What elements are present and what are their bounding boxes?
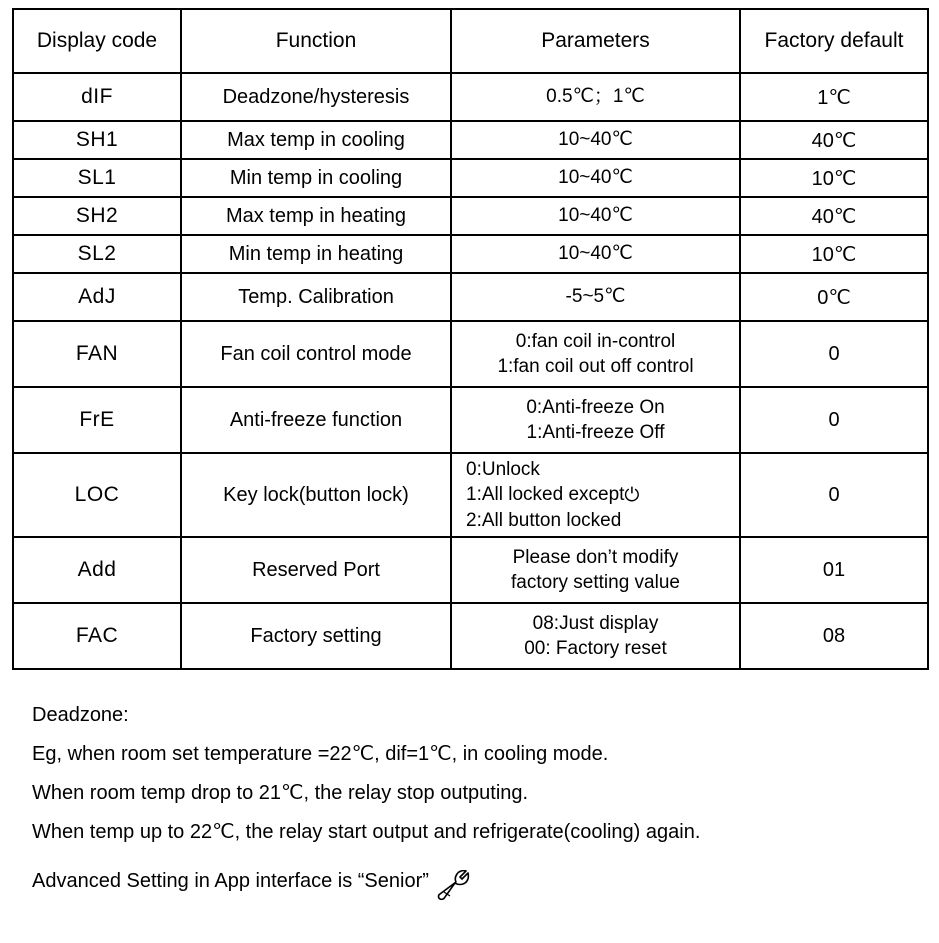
notes-line: Eg, when room set temperature =22℃, dif=1℃, in cooling mode. [32,743,609,765]
cell-parameters: 10~40℃ [451,235,740,273]
table-row [13,321,928,387]
cell-display-code: LOC [13,453,181,537]
wrench-icon [435,870,475,900]
parameter-line: 1:fan coil out off control [497,356,694,377]
cell-parameters: 10~40℃ [451,159,740,197]
table-row [13,387,928,453]
cell-display-code: SL1 [13,159,181,197]
cell-parameters [451,537,740,603]
cell-factory-default: 0 [740,387,928,453]
header-display-code: Display code [13,9,181,73]
notes-line: When temp up to 22℃, the relay start output and refrigerate(cooling) again. [32,821,701,843]
parameter-line: 0:Unlock [466,459,540,481]
cell-parameters: 10~40℃ [451,121,740,159]
advanced-setting-text: Advanced Setting in App interface is “Senior” [32,869,429,892]
parameter-line: 08:Just display [532,612,659,634]
cell-display-code: SH1 [13,121,181,159]
cell-factory-default: 0 [740,453,928,537]
table-body [13,73,928,669]
cell-function: Max temp in cooling [181,121,451,159]
cell-display-code: FAC [13,603,181,669]
cell-display-code: SL2 [13,235,181,273]
cell-function: Fan coil control mode [181,321,451,387]
header-factory-default: Factory default [740,9,928,73]
header-function: Function [181,9,451,73]
cell-parameters: 10~40℃ [451,197,740,235]
parameter-line-text: 1:All locked except [466,484,625,506]
notes-section [12,696,927,852]
cell-factory-default: 0 [740,321,928,387]
cell-parameters [451,603,740,669]
table-row [13,73,928,121]
cell-display-code: AdJ [13,273,181,321]
table-row [13,159,928,197]
power-icon: ⏻ [624,485,640,507]
cell-factory-default: 0℃ [740,273,928,321]
parameter-line: Please don’t modify [512,546,679,568]
cell-display-code: FrE [13,387,181,453]
table-row [13,197,928,235]
cell-function: Anti-freeze function [181,387,451,453]
cell-function: Deadzone/hysteresis [181,73,451,121]
cell-parameters: -5~5℃ [451,273,740,321]
table-row [13,273,928,321]
cell-factory-default: 1℃ [740,73,928,121]
cell-factory-default: 10℃ [740,159,928,197]
parameter-line: factory setting value [511,572,680,593]
cell-function: Factory setting [181,603,451,669]
cell-function: Key lock(button lock) [181,453,451,537]
header-parameters: Parameters [451,9,740,73]
cell-display-code: SH2 [13,197,181,235]
notes-title: Deadzone: [32,704,129,726]
parameter-line: 2:All button locked [466,509,622,531]
notes-line: When room temp drop to 21℃, the relay stop outputing. [32,782,529,804]
cell-display-code: Add [13,537,181,603]
cell-display-code: dIF [13,73,181,121]
cell-function: Reserved Port [181,537,451,603]
advanced-setting-note [12,866,927,896]
cell-factory-default: 40℃ [740,121,928,159]
table-row [13,453,928,537]
parameter-line: 0:fan coil in-control [515,330,676,352]
parameter-line: 00: Factory reset [524,638,667,659]
table-row [13,603,928,669]
table-row [13,537,928,603]
table-header [13,9,928,73]
cell-factory-default: 01 [740,537,928,603]
cell-parameters [451,321,740,387]
cell-parameters [451,453,740,537]
parameter-table [12,8,929,670]
table-header-row [13,9,928,73]
cell-function: Temp. Calibration [181,273,451,321]
cell-function: Min temp in cooling [181,159,451,197]
table-row [13,121,928,159]
cell-parameters [451,387,740,453]
parameter-line: 0:Anti-freeze On [526,396,665,418]
cell-display-code: FAN [13,321,181,387]
cell-factory-default: 40℃ [740,197,928,235]
cell-function: Max temp in heating [181,197,451,235]
cell-factory-default: 08 [740,603,928,669]
cell-parameters: 0.5℃；1℃ [451,73,740,121]
cell-function: Min temp in heating [181,235,451,273]
table-row [13,235,928,273]
cell-factory-default: 10℃ [740,235,928,273]
parameter-line: 1:Anti-freeze Off [526,422,665,443]
parameter-line [466,482,735,507]
